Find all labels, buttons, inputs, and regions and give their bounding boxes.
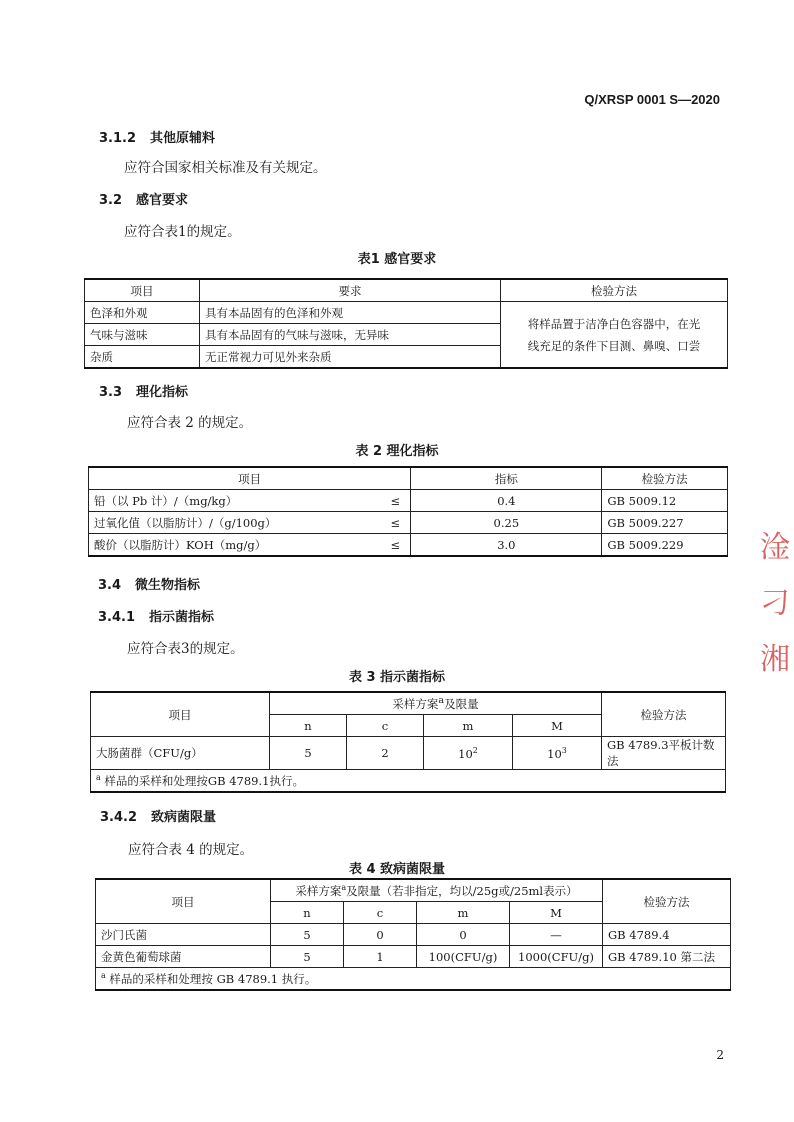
- table4-caption: 表 4 致病菌限量: [348, 862, 446, 877]
- table2-cell: GB 5009.12: [602, 490, 728, 512]
- table3-sub-M: M: [513, 715, 602, 737]
- section-3-4-2-heading: [100, 806, 216, 825]
- table2-cell: 过氧化值（以脂肪计）/（g/100g）: [89, 512, 381, 534]
- table2-cell: 酸价（以脂肪计）KOH（mg/g）: [89, 534, 381, 557]
- table3-indicator-bacteria: [90, 691, 726, 793]
- table2-cell: GB 5009.229: [602, 534, 728, 557]
- table2-header-method: 检验方法: [602, 467, 728, 490]
- table1-cell: 杂质: [85, 346, 200, 369]
- stamp-char: 湘: [760, 642, 790, 677]
- table2-cell: 铅（以 Pb 计）/（mg/kg）: [89, 490, 381, 512]
- table1-header-method: 检验方法: [501, 279, 728, 302]
- table3-footnote: [91, 770, 726, 793]
- table4-cell: 0: [417, 924, 510, 946]
- section-title: 致病菌限量: [151, 810, 217, 825]
- table2-cell: 0.25: [411, 512, 602, 534]
- table2-cell: 0.4: [411, 490, 602, 512]
- footnote-text: 样品的采样和处理按 GB 4789.1 执行。: [105, 971, 317, 986]
- table4-header-item: 项目: [96, 879, 271, 924]
- section-3-3-heading: [99, 381, 188, 400]
- table3-cell: 5: [270, 737, 347, 770]
- table3-caption: 表 3 指示菌指标: [348, 670, 446, 685]
- table4-cell: 沙门氏菌: [96, 924, 271, 946]
- table4-cell: 金黄色葡萄球菌: [96, 946, 271, 968]
- table4-cell: 1000(CFU/g): [510, 946, 603, 968]
- table4-cell: 5: [271, 946, 344, 968]
- table4-cell: 1: [344, 946, 417, 968]
- table1-caption: 表1 感官要求: [357, 252, 437, 267]
- table1-method-cell: [501, 302, 728, 369]
- table4-pathogens: [95, 878, 731, 991]
- power-base: 10: [458, 746, 473, 761]
- power-base: 10: [547, 746, 562, 761]
- section-number: 3.4.2: [100, 810, 138, 825]
- table4-footnote: [96, 968, 731, 991]
- table2-header-item: 项目: [89, 467, 411, 490]
- page-number: 2: [716, 1048, 724, 1062]
- table4-cell: 0: [344, 924, 417, 946]
- section-3-4-2-text: 应符合表 4 的规定。: [128, 842, 254, 858]
- table1-cell: 具有本品固有的气味与滋味，无异味: [200, 324, 501, 346]
- section-3-4-heading: [98, 574, 200, 593]
- table2-cell: 3.0: [411, 534, 602, 557]
- table4-cell: GB 4789.10 第二法: [603, 946, 731, 968]
- stamp-char: 刁: [760, 586, 790, 621]
- table4-sub-c: c: [344, 902, 417, 924]
- section-number: 3.4: [98, 578, 122, 593]
- footnote-text: 样品的采样和处理按GB 4789.1执行。: [100, 773, 304, 788]
- table1-cell: 具有本品固有的色泽和外观: [200, 302, 501, 324]
- section-3-3-text: 应符合表 2 的规定。: [127, 415, 253, 431]
- stamp-char: 淦: [760, 530, 790, 565]
- document-code: Q/XRSP 0001 S—2020: [584, 92, 720, 107]
- section-number: 3.2: [99, 193, 123, 208]
- header-text: 及限量（若非指定，均以/25g或/25ml表示）: [346, 883, 578, 898]
- footnote-marker: a: [96, 772, 101, 782]
- power-exponent: 3: [561, 745, 567, 755]
- section-3-2-text: 应符合表1的规定。: [124, 224, 241, 240]
- table3-cell: GB 4789.3平板计数法: [602, 737, 726, 770]
- footnote-marker: a: [438, 695, 445, 707]
- section-number: 3.3: [99, 385, 123, 400]
- method-line: 将样品置于洁净白色容器中，在光: [527, 316, 701, 331]
- section-3-4-1-text: 应符合表3的规定。: [127, 641, 244, 657]
- table1-sensory: [84, 278, 728, 369]
- less-equal-symbol: ≤: [380, 490, 411, 512]
- less-equal-symbol: ≤: [380, 512, 411, 534]
- footnote-marker: a: [101, 970, 106, 980]
- table4-sub-m: m: [417, 902, 510, 924]
- table4-cell: 100(CFU/g): [417, 946, 510, 968]
- red-seal-stamp: [760, 520, 794, 690]
- table3-cell: 2: [347, 737, 424, 770]
- table4-sub-M: M: [510, 902, 603, 924]
- header-text: 采样方案: [295, 883, 342, 898]
- table4-cell: 5: [271, 924, 344, 946]
- section-title: 感官要求: [136, 193, 189, 208]
- table3-sub-c: c: [347, 715, 424, 737]
- table3-cell-m: [424, 737, 513, 770]
- section-3-1-2-text: 应符合国家相关标准及有关规定。: [124, 160, 327, 176]
- table1-cell: 气味与滋味: [85, 324, 200, 346]
- table3-header-item: 项目: [91, 692, 270, 737]
- method-line: 线充足的条件下目测、鼻嗅、口尝: [527, 338, 701, 353]
- less-equal-symbol: ≤: [380, 534, 411, 557]
- table2-caption: 表 2 理化指标: [355, 444, 439, 459]
- footnote-marker: a: [341, 882, 347, 892]
- section-number: 3.1.2: [99, 131, 137, 146]
- section-title: 理化指标: [136, 385, 189, 400]
- table4-cell: GB 4789.4: [603, 924, 731, 946]
- table4-header-method: 检验方法: [603, 879, 731, 924]
- table1-cell: 无正常视力可见外来杂质: [200, 346, 501, 369]
- section-number: 3.4.1: [98, 610, 136, 625]
- section-title: 指示菌指标: [149, 610, 215, 625]
- table2-cell: GB 5009.227: [602, 512, 728, 534]
- section-title: 其他原辅料: [150, 131, 216, 146]
- section-3-2-heading: [99, 189, 188, 208]
- section-3-4-1-heading: [98, 606, 214, 625]
- power-exponent: 2: [472, 745, 478, 755]
- table3-sub-n: n: [270, 715, 347, 737]
- section-3-1-2-heading: [99, 127, 215, 146]
- table2-header-index: 指标: [411, 467, 602, 490]
- table3-cell-M: [513, 737, 602, 770]
- table3-header-plan: [270, 692, 602, 715]
- header-text: 采样方案: [392, 696, 439, 711]
- table1-header-requirement: 要求: [200, 279, 501, 302]
- table1-cell: 色泽和外观: [85, 302, 200, 324]
- table3-sub-m: m: [424, 715, 513, 737]
- table3-cell: 大肠菌群（CFU/g）: [91, 737, 270, 770]
- table4-sub-n: n: [271, 902, 344, 924]
- header-text: 及限量: [444, 696, 479, 711]
- table4-header-plan: [271, 879, 603, 902]
- table4-cell: —: [510, 924, 603, 946]
- section-title: 微生物指标: [135, 578, 201, 593]
- table2-physicochemical: [88, 466, 728, 557]
- table3-header-method: 检验方法: [602, 692, 726, 737]
- table1-header-item: 项目: [85, 279, 200, 302]
